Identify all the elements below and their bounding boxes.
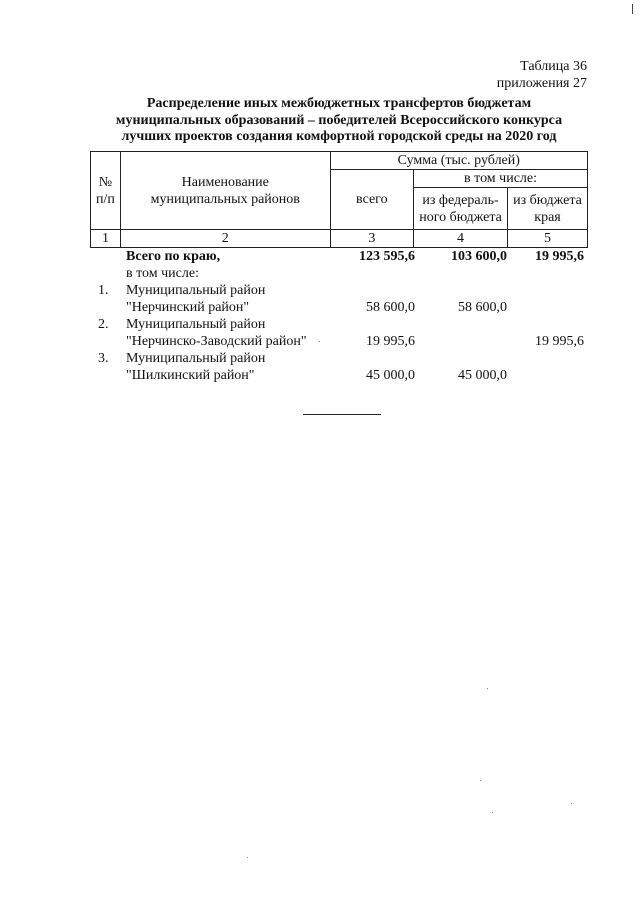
table-row (90, 350, 588, 367)
header-regional: из бюджета края (508, 188, 588, 230)
table-header (90, 151, 588, 248)
header-sum: Сумма (тыс. рублей) (330, 152, 587, 170)
table-row-continued (90, 299, 588, 316)
row-total: 45 000,0 (366, 368, 415, 383)
row-name-continued: "Нерчинский район" (126, 300, 250, 315)
header-name: Наименование муниципальных районов (120, 152, 330, 230)
col-number-4: 4 (414, 230, 508, 248)
row-federal: 45 000,0 (458, 368, 507, 383)
total-regional: 19 995,6 (535, 249, 584, 264)
title-line-2: муниципальных образований – победителей Всероссийского конкурса (115, 112, 563, 128)
row-name: Муниципальный район (126, 317, 266, 332)
row-total: 19 995,6 (366, 334, 415, 349)
col-number-2: 2 (120, 230, 330, 248)
scan-speck (480, 780, 481, 781)
table-row-continued (90, 367, 588, 384)
table-row-total (90, 248, 588, 265)
scan-speck (571, 803, 572, 804)
col-number-3: 3 (330, 230, 413, 248)
title-line-1: Распределение иных межбюджетных трансфертов бюджетам (146, 96, 532, 111)
row-number: 2. (98, 317, 109, 332)
row-name-continued: "Нерчинско-Заводский район" (126, 334, 307, 349)
including-label: в том числе: (126, 266, 199, 281)
title-line-3: лучших проектов создания комфортной городской среды на 2020 год (121, 129, 557, 144)
scan-corner-mark (632, 4, 633, 14)
appendix-number: приложения 27 (496, 76, 587, 91)
total-sum: 123 595,6 (359, 249, 415, 264)
total-label: Всего по краю, (126, 249, 221, 264)
header-total: всего (330, 170, 413, 230)
row-federal: 58 600,0 (458, 300, 507, 315)
header-including: в том числе: (414, 170, 588, 188)
row-regional: 19 995,6 (535, 334, 584, 349)
table-row-continued (90, 333, 588, 350)
closing-rule (303, 414, 381, 415)
row-name-continued: "Шилкинский район" (126, 368, 255, 383)
row-name: Муниципальный район (126, 283, 266, 298)
row-number: 3. (98, 351, 109, 366)
col-number-1: 1 (91, 230, 121, 248)
scan-speck (247, 857, 248, 858)
total-federal: 103 600,0 (451, 249, 507, 264)
scan-speck (492, 812, 493, 813)
table-reference (497, 58, 587, 92)
row-number: 1. (98, 283, 109, 298)
table-row (90, 316, 588, 333)
scan-speck (319, 341, 320, 342)
row-total: 58 600,0 (366, 300, 415, 315)
table-row (90, 282, 588, 299)
scan-speck (487, 688, 488, 689)
table-row-including (90, 265, 588, 282)
document-title (90, 96, 588, 146)
table-number: Таблица 36 (520, 59, 587, 74)
header-federal: из федераль-ного бюджета (414, 188, 508, 230)
col-number-5: 5 (508, 230, 588, 248)
row-name: Муниципальный район (126, 351, 266, 366)
table-body (90, 248, 588, 384)
header-num: № п/п (91, 152, 121, 230)
